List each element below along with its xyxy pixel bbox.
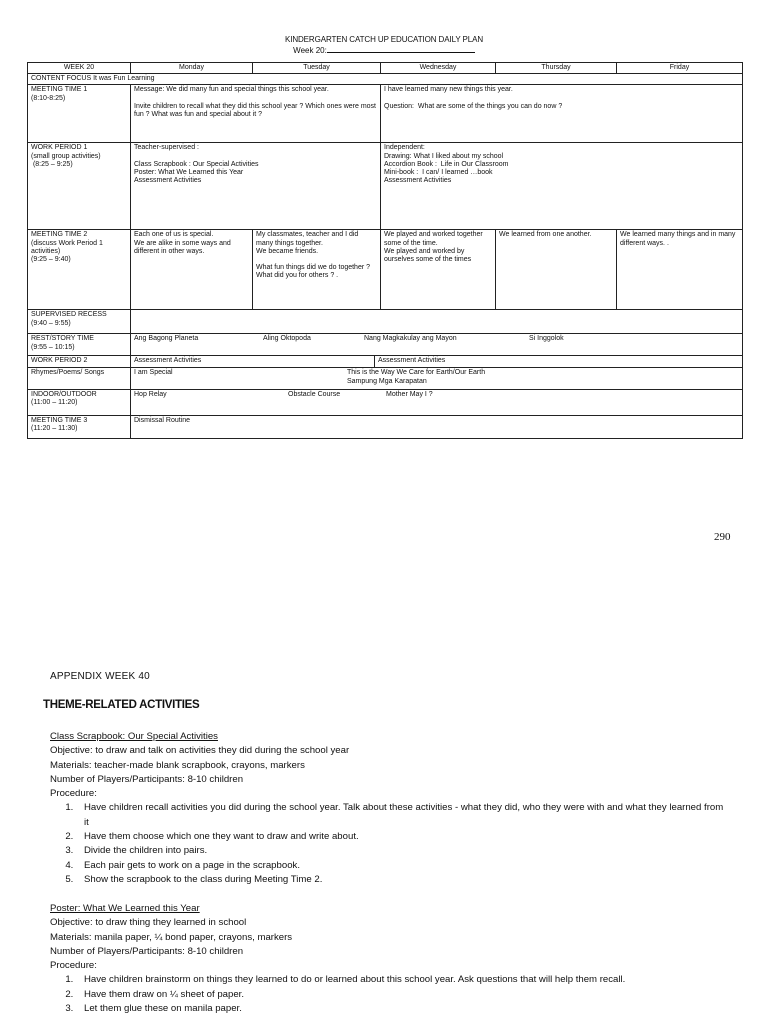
activity-players: Number of Players/Participants: 8-10 children — [50, 773, 244, 785]
activity-materials: Materials: manila paper, ¼ bond paper, crayons, markers — [50, 931, 293, 943]
appendix-heading: THEME-RELATED ACTIVITIES — [43, 699, 200, 711]
work-1-wed-fri: Independent: Drawing: What I liked about my school Accordion Book : Life in Our Classroom Mini-book : I can/ I learned …book Assessment Activities — [384, 144, 509, 185]
activity-procedure-label: Procedure: — [50, 788, 97, 800]
table-row-songs — [28, 368, 742, 390]
col-header-week: WEEK 20 — [28, 63, 131, 73]
activity-title: Class Scrapbook: Our Special Activities — [50, 731, 218, 742]
indoor-outdoor-list — [131, 390, 742, 415]
activity-section-poster — [50, 902, 730, 1016]
procedure-step: 4. Each pair gets to work on a page in the scrapbook. — [76, 859, 730, 873]
indoor-item: Obstacle Course — [288, 390, 341, 398]
table-row-work-period-2 — [28, 356, 742, 367]
activity-title: Poster: What We Learned this Year — [50, 903, 200, 914]
meeting-2-monday: Each one of us is special. We are alike in some ways and different in other ways. — [131, 230, 253, 309]
col-header-tuesday: Tuesday — [253, 63, 381, 73]
week-line — [0, 45, 768, 55]
work-2-wed-fri: Assessment Activities — [378, 357, 446, 365]
meeting-2-tuesday: My classmates, teacher and I did many things together. We became friends. What fun things did we do together ? What did you for others ? . — [253, 230, 381, 309]
song-monday: I am Special — [134, 368, 173, 376]
content-focus: CONTENT FOCUS It was Fun Learning — [31, 75, 155, 83]
story-item: Aling Oktopoda — [263, 335, 311, 343]
procedure-step: 5. Show the scrapbook to the class during Meeting Time 2. — [76, 873, 730, 887]
col-header-thursday: Thursday — [496, 63, 617, 73]
row-label-meeting-2: MEETING TIME 2 (discuss Work Period 1 activities) (9:25 – 9:40) — [28, 230, 131, 309]
row-label-meeting-1: MEETING TIME 1 (8:10-8:25) — [28, 85, 131, 142]
activity-procedure-label: Procedure: — [50, 960, 97, 972]
row-label-meeting-3: MEETING TIME 3 (11:20 – 11:30) — [28, 416, 131, 438]
meeting-1-mon-tue: Message: We did many fun and special things this school year. Invite children to recall what they did this school year ? Which ones were most fun ? What was fun and special about it ? — [131, 85, 381, 142]
table-row-meeting-time-3 — [28, 416, 742, 438]
procedure-step: 2. Have them draw on ¼ sheet of paper. — [76, 988, 730, 1002]
table-row-story-time — [28, 334, 742, 356]
meeting-2-wednesday: We played and worked together some of the time. We played and worked by ourselves some of the times — [381, 230, 496, 309]
appendix-week: APPENDIX WEEK 40 — [50, 671, 150, 682]
songs-list — [131, 368, 742, 389]
story-item: Ang Bagong Planeta — [134, 335, 199, 343]
col-header-friday: Friday — [669, 64, 690, 71]
song-line-2: Sampung Mga Karapatan — [347, 377, 427, 385]
week-label: Week 20: — [293, 46, 327, 55]
week-blank — [327, 45, 475, 53]
story-item: Nang Magkakulay ang Mayon — [364, 335, 457, 343]
activity-materials: Materials: teacher-made blank scrapbook, crayons, markers — [50, 759, 305, 771]
work-2-mon-tue: Assessment Activities — [131, 356, 375, 366]
indoor-item: Hop Relay — [134, 390, 167, 398]
meeting-1-wed-fri: I have learned many new things this year. Question: What are some of the things you can do now ? — [384, 86, 563, 110]
daily-plan-table — [27, 62, 743, 439]
activity-players: Number of Players/Participants: 8-10 children — [50, 945, 244, 957]
row-label-work-period-1: WORK PERIOD 1 (small group activities) (8:25 – 9:25) — [28, 143, 131, 229]
document-title: KINDERGARTEN CATCH UP EDUCATION DAILY PLAN — [284, 35, 484, 44]
row-label-recess: SUPERVISED RECESS (9:40 – 9:55) — [28, 310, 131, 333]
procedure-step: 1. Have children recall activities you did during the school year. Talk about these activities - what they did, who they were with and what they learned from it — [76, 801, 730, 830]
table-row-meeting-time-2 — [28, 230, 742, 310]
procedure-list — [50, 973, 730, 1016]
activity-objective: Objective: to draw thing they learned in school — [50, 917, 247, 929]
procedure-step: 3. Let them glue these on manila paper. — [76, 1002, 730, 1016]
table-row-meeting-time-1 — [28, 85, 742, 143]
row-label-indoor-outdoor: INDOOR/OUTDOOR (11:00 – 11:20) — [28, 390, 131, 415]
col-header-wednesday: Wednesday — [381, 63, 496, 73]
row-label-work-period-2: WORK PERIOD 2 — [28, 356, 131, 366]
table-row-recess — [28, 310, 742, 334]
activity-section-scrapbook — [50, 730, 730, 887]
col-header-monday: Monday — [131, 63, 253, 73]
table-header-row — [28, 63, 742, 74]
table-row-work-period-1 — [28, 143, 742, 230]
row-label-songs: Rhymes/Poems/ Songs — [28, 368, 131, 389]
activity-objective: Objective: to draw and talk on activities they did during the school year — [50, 745, 350, 757]
page-number: 290 — [714, 531, 731, 543]
procedure-step: 2. Have them choose which one they want to draw and write about. — [76, 830, 730, 844]
meeting-3-text: Dismissal Routine — [134, 416, 191, 424]
story-list — [131, 334, 742, 355]
meeting-2-thursday: We learned from one another. — [496, 230, 617, 309]
procedure-step: 3. Divide the children into pairs. — [76, 844, 730, 858]
procedure-step: 1. Have children brainstorm on things they learned to do or learned about this school year. Ask questions that will help them recall. — [76, 973, 730, 987]
row-label-story-time: REST/STORY TIME (9:55 – 10:15) — [28, 334, 131, 355]
table-row-content-focus — [28, 74, 742, 85]
table-row-indoor-outdoor — [28, 390, 742, 416]
procedure-list — [50, 801, 730, 887]
indoor-item: Mother May I ? — [386, 390, 433, 398]
story-item: Si Inggolok — [529, 335, 564, 343]
song-line-1: This is the Way We Care for Earth/Our Earth — [347, 368, 486, 376]
recess-empty — [131, 310, 742, 333]
meeting-2-friday: We learned many things and in many different ways. . — [620, 231, 738, 247]
work-1-mon-tue: Teacher-supervised : Class Scrapbook : Our Special Activities Poster: What We Learned this Year Assessment Activities — [131, 143, 381, 229]
